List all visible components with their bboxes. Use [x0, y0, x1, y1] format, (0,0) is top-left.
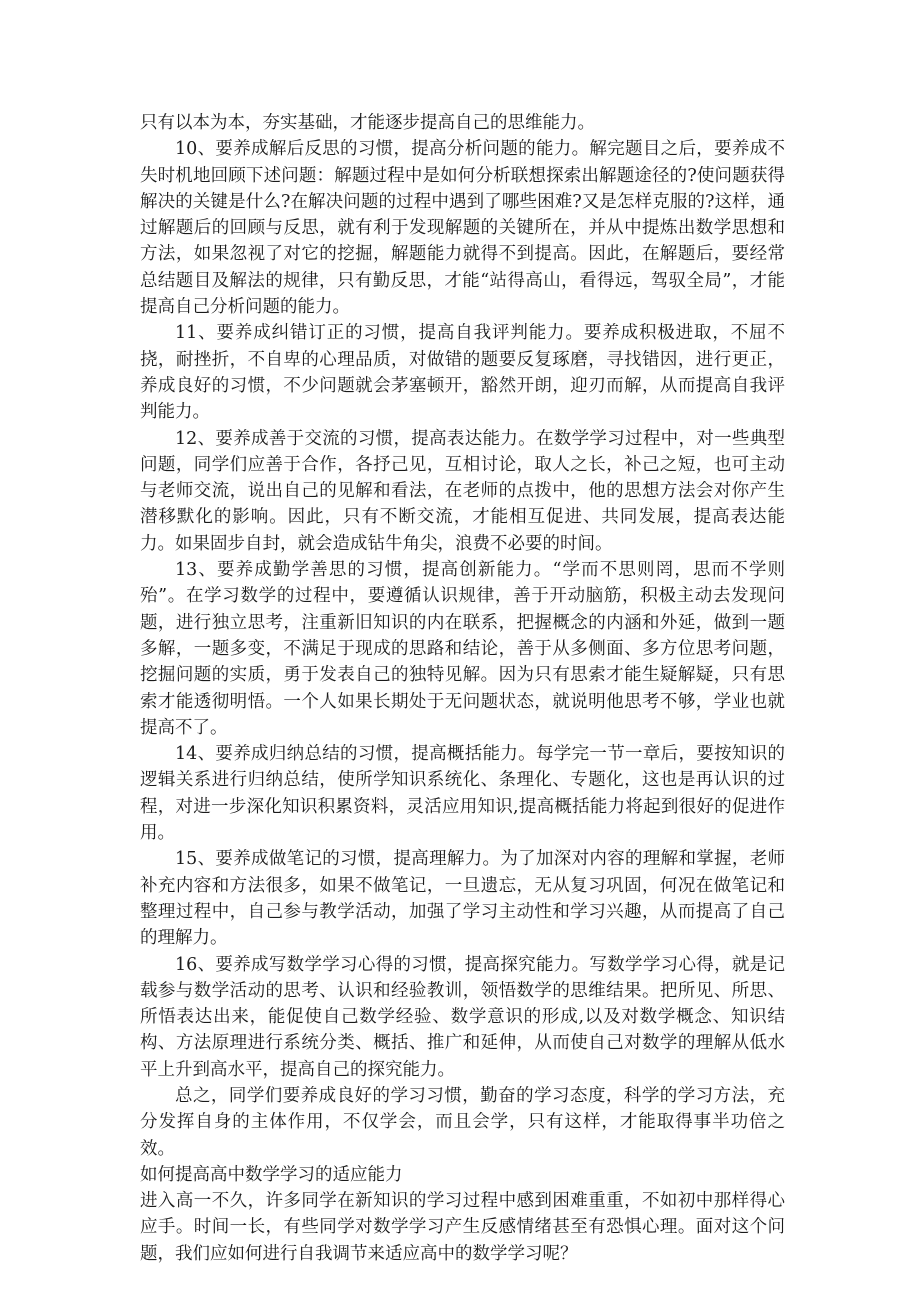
paragraph-item-11: 11、要养成纠错订正的习惯，提高自我评判能力。要养成积极进取，不屈不挠，耐挫折，不自卑的心理品质，对做错的题要反复琢磨，寻找错因，进行更正，养成良好的习惯，不少问题就会茅塞顿开，豁然开朗，迎刃而解，从而提高自我评判能力。 [140, 323, 785, 423]
paragraph-item-10: 10、要养成解后反思的习惯，提高分析问题的能力。解完题目之后，要养成不失时机地回顾下述问题：解题过程中是如何分析联想探索出解题途径的?使问题获得解决的关键是什么?在解决问题的过程中遇到了哪些困难?又是怎样克服的?这样，通过解题后的回顾与反思，就有利于发现解题的关键所在，并从中提炼出数学思想和方法，如果忽视了对它的挖掘，解题能力就得不到提高。因此，在解题后，要经常总结题目及解法的规律，只有勤反思，才能“站得高山，看得远，驾驭全局”，才能提高自己分析问题的能力。 [140, 139, 785, 318]
paragraph-intro-tail: 只有以本为本，夯实基础，才能逐步提高自己的思维能力。 [140, 113, 595, 133]
paragraph-item-16: 16、要养成写数学学习心得的习惯，提高探究能力。写数学学习心得，就是记载参与数学活动的思考、认识和经验教训，领悟数学的思维结果。把所见、所思、所悟表达出来，能促使自己数学经验、数学意识的形成,以及对数学概念、知识结构、方法原理进行系统分类、概括、推广和延伸，从而使自己对数学的理解从低水平上升到高水平，提高自己的探究能力。 [140, 954, 785, 1080]
paragraph-item-14: 14、要养成归纳总结的习惯，提高概括能力。每学完一节一章后，要按知识的逻辑关系进行归纳总结，使所学知识系统化、条理化、专题化，这也是再认识的过程，对进一步深化知识积累资料，灵活应用知识,提高概括能力将起到很好的促进作用。 [140, 744, 785, 844]
paragraph-summary: 总之，同学们要养成良好的学习习惯，勤奋的学习态度，科学的学习方法，充分发挥自身的主体作用，不仅学会，而且会学，只有这样，才能取得事半功倍之效。 [140, 1085, 785, 1159]
paragraph-item-13: 13、要养成勤学善思的习惯，提高创新能力。“学而不思则罔，思而不学则殆”。在学习数学的过程中，要遵循认识规律，善于开动脑筋，积极主动去发现问题，进行独立思考，注重新旧知识的内在联系，把握概念的内涵和外延，做到一题多解，一题多变，不满足于现成的思路和结论，善于从多侧面、多方位思考问题，挖掘问题的实质，勇于发表自己的独特见解。因为只有思索才能生疑解疑，只有思索才能透彻明悟。一个人如果长期处于无问题状态，就说明他思考不够，学业也就提高不了。 [140, 560, 785, 738]
section-heading: 如何提高高中数学学习的适应能力 [140, 1164, 403, 1185]
paragraph-section-intro: 进入高一不久，许多同学在新知识的学习过程中感到困难重重，不如初中那样得心应手。时间一长，有些同学对数学学习产生反感情绪甚至有恐惧心理。面对这个问题，我们应如何进行自我调节来适应高中的数学学习呢？ [140, 1191, 785, 1264]
paragraph-item-12: 12、要养成善于交流的习惯，提高表达能力。在数学学习过程中，对一些典型问题，同学们应善于合作，各抒己见，互相讨论，取人之长，补己之短，也可主动与老师交流，说出自己的见解和看法，在老师的点拨中，他的思想方法会对你产生潜移默化的影响。因此，只有不断交流，才能相互促进、共同发展，提高表达能力。如果固步自封，就会造成钻牛角尖，浪费不必要的时间。 [140, 428, 785, 554]
paragraph-item-15: 15、要养成做笔记的习惯，提高理解力。为了加深对内容的理解和掌握，老师补充内容和方法很多，如果不做笔记，一旦遗忘，无从复习巩固，何况在做笔记和整理过程中，自己参与教学活动，加强了学习主动性和学习兴趣，从而提高了自己的理解力。 [140, 849, 785, 949]
document-page [140, 110, 785, 1267]
